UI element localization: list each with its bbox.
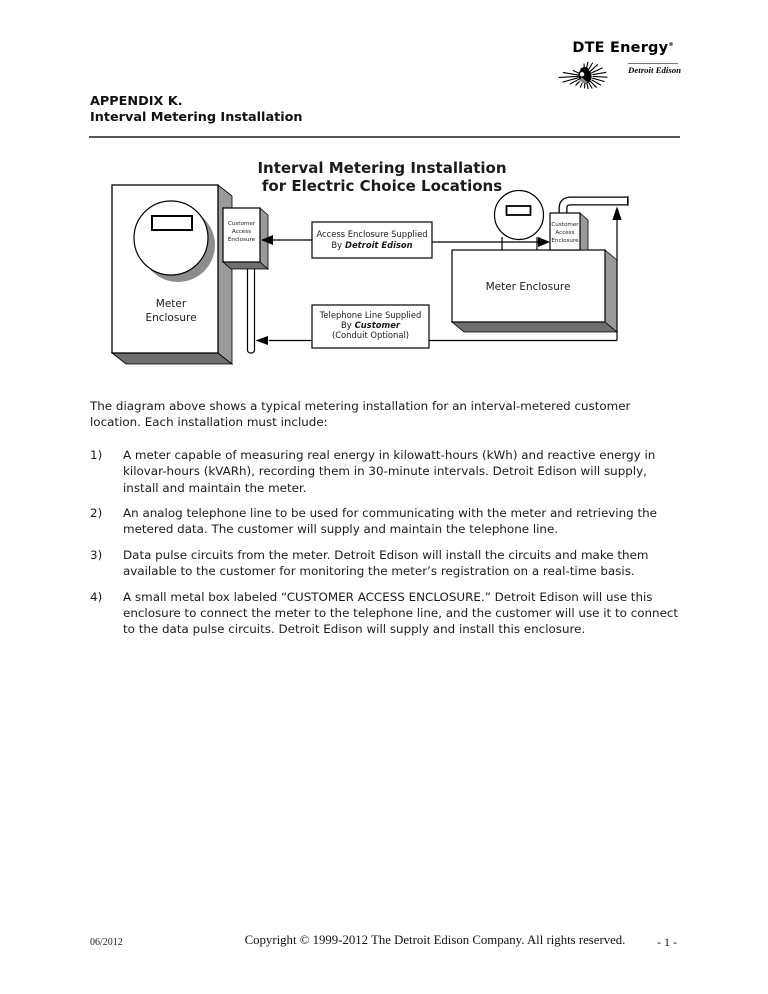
access-note-by: By (331, 240, 343, 250)
left-access-label3: Enclosure (227, 237, 256, 243)
list-item-text: A small metal box labeled “CUSTOMER ACCESS ENCLOSURE.” Detroit Edison will use this enclosure to connect the meter to the telephone line, and the customer will use it to connect to the data pulse circuits. Detroit Edison will supply and install this enclosure. (123, 589, 679, 637)
right-meter-register-window (507, 206, 531, 215)
logo-division-text: Detroit Edison (628, 65, 682, 75)
meter-register-window (152, 216, 192, 230)
left-meter-enclosure-label1: Meter (155, 298, 187, 310)
left-access-label2: Access (231, 229, 252, 235)
arrow-up-into-pipe (612, 207, 621, 221)
left-meter-enclosure-label2: Enclosure (145, 312, 197, 324)
list-item (90, 505, 679, 538)
footer-copyright: Copyright © 1999-2012 The Detroit Edison Company. All rights reserved. (244, 933, 626, 947)
footer-page-number: - 1 - (657, 935, 677, 949)
right-access-label2: Access (555, 230, 575, 236)
list-item-number: 2) (90, 506, 103, 521)
telephone-conduit (248, 258, 255, 353)
left-meter-enclosure (112, 185, 232, 364)
sunburst-logo-icon (556, 55, 616, 99)
appendix-heading-line2: Interval Metering Installation (90, 110, 303, 125)
arrow-right-into-access-enclosure (538, 237, 550, 247)
list-item (90, 447, 679, 496)
telephone-note-line1: Telephone Line Supplied (319, 310, 422, 320)
list-item (90, 547, 679, 580)
list-item-text: An analog telephone line to be used for communicating with the meter and retrieving the metered data. The customer will supply and maintain the telephone line. (123, 506, 657, 537)
right-meter-enclosure-label: Meter Enclosure (485, 281, 571, 293)
header-divider (89, 136, 680, 138)
right-meter-enclosure (452, 191, 617, 333)
logo-brand-text (572, 40, 674, 56)
left-access-label1: Customer (227, 221, 256, 227)
list-item-text: A meter capable of measuring real energy in kilowatt-hours (kWh) and reactive energy in kilovar-hours (kVARh), recording them in 30-minute intervals. Detroit Edison will supply, install and maintain the meter. (123, 447, 656, 495)
list-item-number: 3) (90, 547, 103, 562)
right-customer-access-enclosure (550, 213, 588, 250)
left-customer-access-enclosure (223, 208, 268, 269)
list-item-text: Data pulse circuits from the meter. Detroit Edison will install the circuits and make them available to the customer for monitoring the meter’s registration on a real-time basis. (123, 547, 649, 579)
access-note-line1: Access Enclosure Supplied (316, 229, 428, 239)
list-item-number: 1) (90, 447, 103, 462)
list-item-number: 4) (90, 589, 103, 604)
appendix-heading-line1: APPENDIX K. (90, 94, 183, 109)
access-note-emphasis: Detroit Edison (345, 240, 413, 250)
meter-dial (134, 201, 208, 275)
registered-mark: ® (668, 42, 674, 49)
diagram-title-line2: for Electric Choice Locations (261, 177, 503, 195)
arrow-left-into-conduit (256, 336, 269, 345)
intro-paragraph: The diagram above shows a typical metering installation for an interval-metered customer location. Each installation must include: (90, 399, 631, 430)
footer-date: 06/2012 (90, 937, 123, 948)
dte-energy-logo (556, 40, 680, 100)
logo-brand: DTE Energy (572, 40, 669, 56)
telephone-note-by: By (340, 320, 352, 330)
body-content (90, 398, 679, 647)
right-access-label1: Customer (551, 222, 579, 228)
telephone-note-emphasis: Customer (354, 320, 401, 330)
installation-diagram (95, 150, 680, 385)
diagram-title-line1: Interval Metering Installation (257, 159, 507, 177)
logo-division-wrap (628, 63, 682, 75)
list-item (90, 589, 679, 638)
right-access-label3: Enclosure (551, 238, 579, 244)
appendix-heading (90, 94, 303, 126)
telephone-note-line3: (Conduit Optional) (331, 330, 410, 340)
telephone-note-line2 (341, 320, 401, 330)
